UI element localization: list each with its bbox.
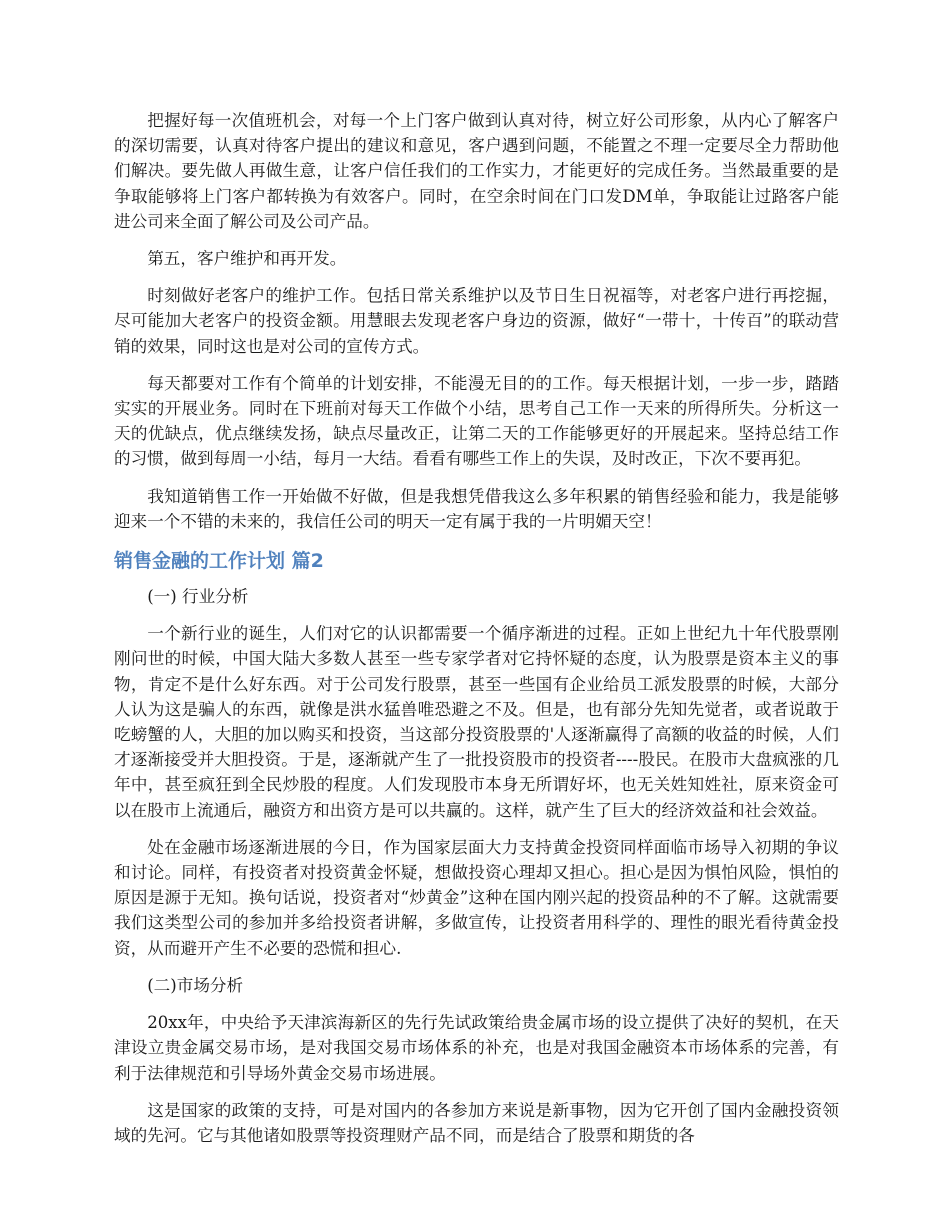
paragraph-point-five: 第五，客户维护和再开发。 bbox=[147, 249, 347, 269]
subheading-industry-analysis: (一) 行业分析 bbox=[147, 587, 249, 607]
paragraph-conclusion: 我知道销售工作一开始做不好做，但是我想凭借我这么多年积累的销售经验和能力，我是能够迎来一个不错的未来的，我信任公司的明天一定有属于我的一片明媚天空！ bbox=[114, 486, 839, 531]
paragraph-daily-plan: 每天都要对工作有个简单的计划安排，不能漫无目的的工作。每天根据计划，一步一步，踏踏实实的开展业务。同时在下班前对每天工作做个小结，思考自己工作一天来的所得所失。分析这一天的优缺点，优点继续发扬，缺点尽量改正，让第二天的工作能够更好的开展起来。坚持总结工作的习惯，做到每周一小结，每月一大结。看看有哪些工作上的失误，及时改正，下次不要再犯。 bbox=[114, 373, 839, 469]
paragraph-tianjin-policy: 20xx年，中央给予天津滨海新区的先行先试政策给贵金属市场的设立提供了决好的契机，在天津设立贵金属交易市场，是对我国交易市场体系的补充，也是对我国金融资本市场体系的完善，有利于法律规范和引导场外黄金交易市场进展。 bbox=[114, 1013, 839, 1083]
section-heading: 销售金融的工作计划 篇2 bbox=[114, 550, 324, 573]
subheading-market-analysis: (二)市场分析 bbox=[147, 975, 244, 995]
paragraph-duty-shift: 把握好每一次值班机会，对每一个上门客户做到认真对待，树立好公司形象，从内心了解客户的深切需要，认真对待客户提出的建议和意见，客户遇到问题，不能置之不理一定要尽全力帮助他们解决。要先做人再做生意，让客户信任我们的工作实力，才能更好的完成任务。当然最重要的是争取能够将上门客户都转换为有效客户。同时，在空余时间在门口发DM单，争取能让过路客户能进公司来全面了解公司及公司产品。 bbox=[114, 111, 839, 231]
paragraph-new-industry: 一个新行业的诞生，人们对它的认识都需要一个循序渐进的过程。正如上世纪九十年代股票刚刚问世的时候，中国大陆大多数人甚至一些专家学者对它持怀疑的态度，认为股票是资本主义的事物，肯定不是什么好东西。对于公司发行股票，甚至一些国有企业给员工派发股票的时候，大部分人认为这是骗人的东西，就像是洪水猛兽唯恐避之不及。但是，也有部分先知先觉者，或者说敢于吃螃蟹的人，大胆的加以购买和投资，当这部分投资股票的'人逐渐赢得了高额的收益的时候，人们才逐渐接受并大胆投资。于是，逐渐就产生了一批投资股市的投资者----股民。在股市大盘疯涨的几年中，甚至疯狂到全民炒股的程度。人们发现股市本身无所谓好坏，也无关姓知姓社，原来资金可以在股市上流通后，融资方和出资方是可以共赢的。这样，就产生了巨大的经济效益和社会效益。 bbox=[114, 624, 839, 820]
paragraph-gold-investment: 处在金融市场逐渐进展的今日，作为国家层面大力支持黄金投资同样面临市场导入初期的争议和讨论。同样，有投资者对投资黄金怀疑，想做投资心理却又担心。担心是因为惧怕风险，惧怕的原因是源于无知。换句话说，投资者对“炒黄金”这种在国内刚兴起的投资品种的不了解。这就需要我们这类型公司的参加并多给投资者讲解，多做宣传，让投资者用科学的、理性的眼光看待黄金投资，从而避开产生不必要的恐慌和担心. bbox=[114, 837, 839, 958]
paragraph-national-policy: 这是国家的政策的支持，可是对国内的各参加方来说是新事物，因为它开创了国内金融投资领域的先河。它与其他诸如股票等投资理财产品不同，而是结合了股票和期货的各 bbox=[114, 1100, 839, 1145]
document-page bbox=[114, 108, 839, 1160]
paragraph-old-clients: 时刻做好老客户的维护工作。包括日常关系维护以及节日生日祝福等，对老客户进行再挖掘，尽可能加大老客户的投资金额。用慧眼去发现老客户身边的资源，做好“一带十，十传百”的联动营销的效果，同时这也是对公司的宣传方式。 bbox=[114, 286, 839, 356]
